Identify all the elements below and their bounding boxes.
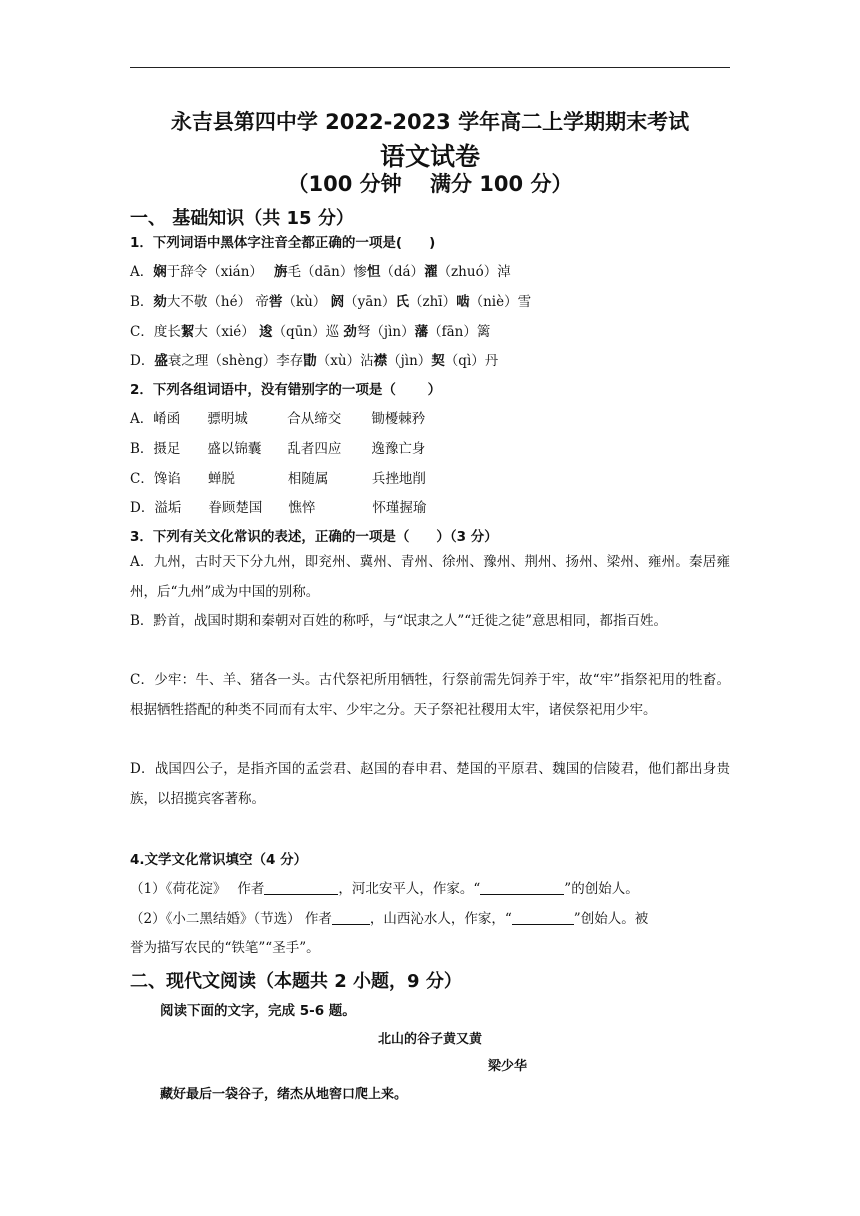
q1-option-a: A．娴于辞令（xián） 旃毛（dān）惨怛（dá）濯（zhuó）淖 [130, 264, 511, 280]
article-title: 北山的谷子黄又黄 [377, 1032, 482, 1047]
answer-blank[interactable] [512, 910, 574, 925]
q1-option-d: D．盛衰之理（shèng）李存勖（xù）沾襟（jìn）契（qì）丹 [130, 353, 499, 369]
answer-blank[interactable] [332, 910, 370, 925]
q3-option-a: A．九州，古时天下分九州，即兖州、冀州、青州、徐州、豫州、荆州、扬州、梁州、雍州。秦居雍州，后“九州”成为中国的别称。 [130, 554, 730, 600]
q2-option-a: A．崤函 骠明城 合从缔交 锄櫌棘矜 [130, 411, 426, 427]
time-score: （100 分钟 满分 100 分） [287, 172, 573, 196]
answer-blank[interactable] [480, 880, 564, 895]
q4-item-2: （2）《小二黑结婚》（节选） 作者 ，山西沁水人，作家，“ ”创始人。被 [130, 911, 649, 927]
article-author: 梁少华 [488, 1059, 528, 1074]
q3-option-b: B．黔首，战国时期和秦朝对百姓的称呼，与“氓隶之人”“迁徙之徒”意思相同，都指百姓。 [130, 613, 668, 629]
section2-heading: 二、现代文阅读（本题共 2 小题，9 分） [130, 971, 462, 992]
header-rule [130, 67, 730, 68]
q4-item-2-cont: 誉为描写农民的“铁笔”“圣手”。 [130, 940, 320, 956]
q2-option-c: C．馋谄 蝉脱 相随属 兵挫地削 [130, 471, 426, 487]
q3-option-c: C．少牢：牛、羊、猪各一头。古代祭祀所用牺牲，行祭前需先饲养于牢，故“牢”指祭祀用的牲畜。根据牺牲搭配的种类不同而有太牢、少牢之分。天子祭祀社稷用太牢，诸侯祭祀用少牢。 [130, 672, 730, 718]
subject-title: 语文试卷 [379, 142, 480, 171]
school-title: 永吉县第四中学 2022-2023 学年高二上学期期末考试 [170, 110, 690, 134]
reading-instruction: 阅读下面的文字，完成 5-6 题。 [160, 1003, 356, 1019]
q1-option-c: C．度长絜大（xié） 逡（qūn）巡 劲弩（jìn）藩（fān）篱 [130, 324, 491, 340]
q3-option-d: D．战国四公子，是指齐国的孟尝君、赵国的春申君、楚国的平原君、魏国的信陵君，他们都出身贵族，以招揽宾客著称。 [130, 761, 730, 807]
answer-blank[interactable] [264, 880, 338, 895]
q4-stem: 4.文学文化常识填空（4 分） [130, 852, 308, 868]
q1-option-b: B．劾大不敬（hé） 帝喾（kù） 阏（yān）氏（zhī）啮（niè）雪 [130, 294, 532, 310]
section1-heading: 一、 基础知识（共 15 分） [130, 208, 354, 229]
q4-item-1: （1）《荷花淀》 作者 ，河北安平人，作家。“ ”的创始人。 [130, 881, 639, 897]
q3-stem: 3．下列有关文化常识的表述，正确的一项是（ ）（3 分） [130, 529, 498, 545]
article-first-line: 藏好最后一袋谷子，绪杰从地窖口爬上来。 [160, 1087, 408, 1102]
q2-option-b: B．摄足 盛以锦囊 乱者四应 逸豫亡身 [130, 441, 426, 457]
q2-option-d: D．溢垢 眷顾楚国 憔悴 怀瑾握瑜 [130, 500, 427, 516]
q1-stem: 1．下列词语中黑体字注音全都正确的一项是( ) [130, 235, 436, 251]
q2-stem: 2．下列各组词语中，没有错别字的一项是（ ） [130, 382, 442, 398]
